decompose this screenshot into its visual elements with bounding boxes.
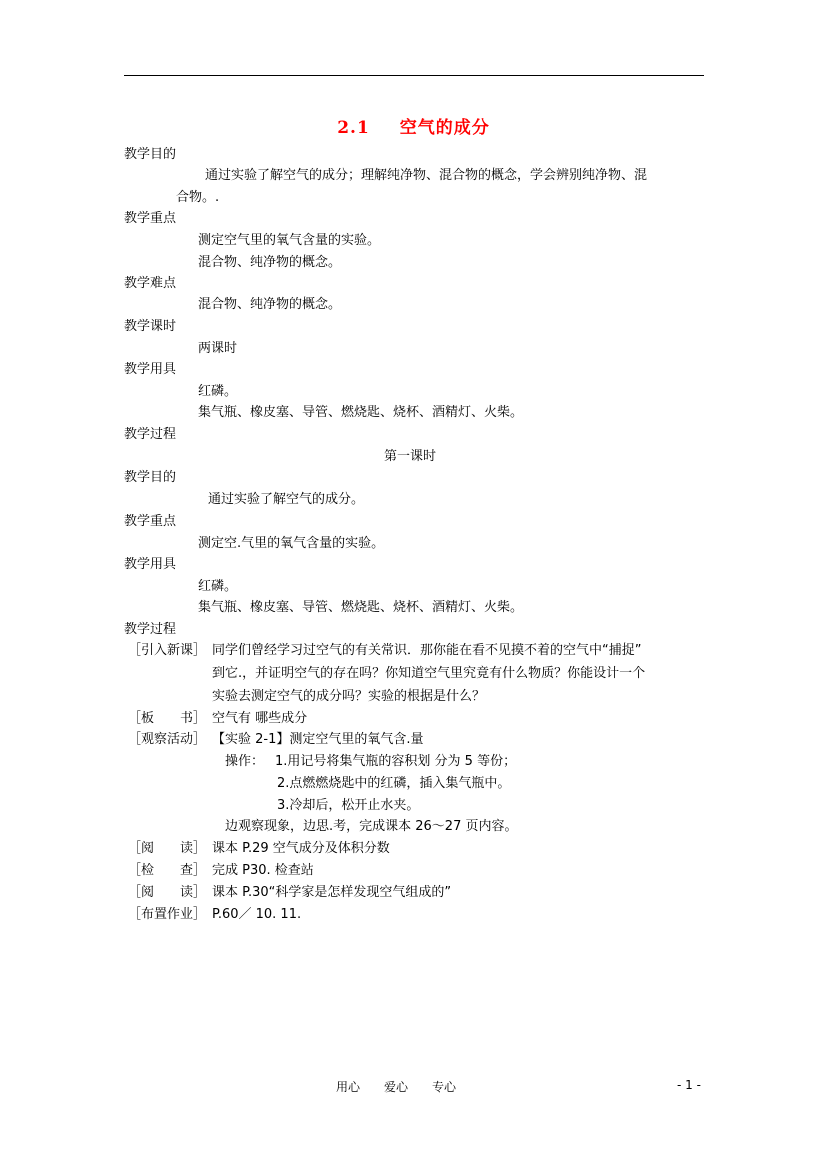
page-title: [0, 113, 827, 138]
homework-text: P.60／ 10. 11.: [212, 907, 302, 922]
intro-line-2: 到它.，并证明空气的存在吗？你知道空气里究竟有什么物质？你能设计一个: [212, 666, 646, 681]
period-value: 两课时: [198, 341, 238, 356]
observe-note: 边观察现象，边思.考，完成课本 26～27 页内容。: [225, 819, 518, 834]
read-label: ［阅 读］: [128, 841, 207, 856]
read-text: 课本 P.30“科学家是怎样发现空气组成的”: [212, 885, 452, 900]
lesson-tools-item: 集气瓶、橡皮塞、导管、燃烧匙、烧杯、酒精灯、火柴。: [198, 600, 524, 615]
intro-line-3: 实验去测定空气的成分吗？实验的根据是什么？: [212, 689, 486, 704]
header-rule: [124, 75, 704, 76]
board-text: 空气有 哪些成分: [212, 711, 308, 726]
page-number: - 1 -: [677, 1078, 701, 1092]
observe-label: ［观察活动］: [128, 732, 207, 747]
key-heading: 教学重点: [124, 211, 177, 226]
lesson-process-heading: 教学过程: [124, 622, 177, 637]
footer-motto: 用心 爱心 专心: [336, 1080, 457, 1094]
read-text: 课本 P.29 空气成分及体积分数: [212, 841, 390, 856]
title-text: 空气的成分: [399, 118, 490, 138]
intro-label: ［引入新课］: [128, 643, 207, 658]
operation-label: 操作：: [225, 754, 265, 769]
lesson-tools-heading: 教学用具: [124, 557, 177, 572]
homework-label: ［布置作业］: [128, 907, 207, 922]
operation-step: 2.点燃燃烧匙中的红磷，插入集气瓶中。: [277, 776, 511, 791]
operation-step: 3.冷却后，松开止水夹。: [277, 798, 420, 813]
board-label: ［板 书］: [128, 711, 207, 726]
read-label: ［阅 读］: [128, 885, 207, 900]
difficult-item: 混合物、纯净物的概念。: [198, 297, 342, 312]
key-item: 测定空气里的氧气含量的实验。: [198, 233, 381, 248]
title-number: 2.1: [337, 118, 370, 138]
period-heading: 教学课时: [124, 319, 177, 334]
check-label: ［检 查］: [128, 863, 207, 878]
lesson-key-text: 测定空.气里的氧气含量的实验。: [198, 536, 385, 551]
goal-line-2: 合物。.: [176, 190, 220, 205]
tools-item: 红磷。: [198, 384, 238, 399]
lesson-tools-item: 红磷。: [198, 579, 238, 594]
lesson-goal-text: 通过实验了解空气的成分。: [208, 492, 365, 507]
lesson-heading: 第一课时: [384, 449, 437, 464]
process-heading: 教学过程: [124, 427, 177, 442]
observe-text: 【实验 2-1】测定空气里的氧气含.量: [212, 732, 424, 747]
operation-step: 1.用记号将集气瓶的容积划 分为 5 等份；: [275, 754, 517, 769]
tools-item: 集气瓶、橡皮塞、导管、燃烧匙、烧杯、酒精灯、火柴。: [198, 405, 524, 420]
tools-heading: 教学用具: [124, 362, 177, 377]
check-text: 完成 P30. 检查站: [212, 863, 314, 878]
difficult-heading: 教学难点: [124, 276, 177, 291]
lesson-key-heading: 教学重点: [124, 514, 177, 529]
key-item: 混合物、纯净物的概念。: [198, 255, 342, 270]
intro-line-1: 同学们曾经学习过空气的有关常识．那你能在看不见摸不着的空气中“捕捉”: [212, 643, 642, 658]
lesson-goal-heading: 教学目的: [124, 470, 177, 485]
goal-line-1: 通过实验了解空气的成分；理解纯净物、混合物的概念，学会辨别纯净物、混: [205, 168, 648, 183]
goal-heading: 教学目的: [124, 147, 177, 162]
